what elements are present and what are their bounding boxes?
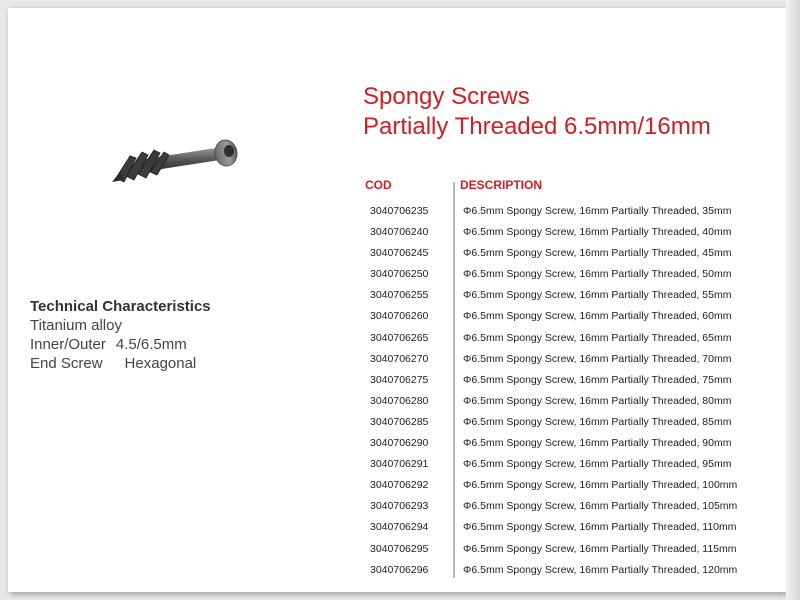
row-code: 3040706291 <box>370 458 429 471</box>
table-row <box>0 242 780 263</box>
header-description: DESCRIPTION <box>460 178 543 192</box>
row-description: Φ6.5mm Spongy Screw, 16mm Partially Threaded, 105mm <box>463 500 738 513</box>
row-description: Φ6.5mm Spongy Screw, 16mm Partially Threaded, 60mm <box>463 310 732 323</box>
row-description: Φ6.5mm Spongy Screw, 16mm Partially Threaded, 115mm <box>463 542 737 555</box>
table-row <box>0 348 780 369</box>
product-table <box>0 200 780 580</box>
inner-outer-value: 4.5/6.5mm <box>115 336 187 353</box>
row-description: Φ6.5mm Spongy Screw, 16mm Partially Threaded, 90mm <box>463 437 732 450</box>
row-code: 3040706280 <box>370 394 429 407</box>
end-screw-value: Hexagonal <box>124 355 197 372</box>
table-row <box>0 327 780 348</box>
header-cod: COD <box>365 178 392 192</box>
end-screw-label: End Screw <box>30 355 103 372</box>
row-code: 3040706265 <box>370 331 429 344</box>
row-code: 3040706293 <box>370 500 429 513</box>
row-description: Φ6.5mm Spongy Screw, 16mm Partially Threaded, 100mm <box>463 479 738 492</box>
row-description: Φ6.5mm Spongy Screw, 16mm Partially Threaded, 45mm <box>463 247 732 260</box>
inner-outer-label: Inner/Outer <box>30 336 106 353</box>
row-description: Φ6.5mm Spongy Screw, 16mm Partially Threaded, 35mm <box>463 205 732 217</box>
table-row <box>0 516 780 537</box>
row-code: 3040706290 <box>370 437 429 450</box>
row-code: 3040706240 <box>370 226 429 239</box>
product-title <box>363 82 711 142</box>
table-row <box>0 200 780 221</box>
row-code: 3040706285 <box>370 415 429 428</box>
screw-icon <box>108 138 248 193</box>
table-row <box>0 495 780 516</box>
row-code: 3040706295 <box>370 542 429 555</box>
row-description: Φ6.5mm Spongy Screw, 16mm Partially Threaded, 120mm <box>463 563 738 576</box>
row-code: 3040706245 <box>370 247 429 260</box>
table-row <box>0 221 780 242</box>
table-row <box>0 453 780 474</box>
row-description: Φ6.5mm Spongy Screw, 16mm Partially Threaded, 50mm <box>463 268 732 281</box>
row-code: 3040706275 <box>370 373 429 386</box>
table-row <box>0 263 780 284</box>
page-edge-shadow <box>786 0 800 600</box>
row-code: 3040706292 <box>370 479 429 492</box>
row-description: Φ6.5mm Spongy Screw, 16mm Partially Threaded, 70mm <box>463 352 732 365</box>
row-code: 3040706294 <box>370 521 429 534</box>
tech-material: Titanium alloy <box>30 317 122 334</box>
row-code: 3040706235 <box>370 205 429 217</box>
row-description: Φ6.5mm Spongy Screw, 16mm Partially Threaded, 55mm <box>463 289 732 302</box>
row-description: Φ6.5mm Spongy Screw, 16mm Partially Threaded, 80mm <box>463 394 732 407</box>
row-code: 3040706250 <box>370 268 429 281</box>
row-description: Φ6.5mm Spongy Screw, 16mm Partially Threaded, 110mm <box>463 521 737 534</box>
row-description: Φ6.5mm Spongy Screw, 16mm Partially Threaded, 40mm <box>463 226 732 239</box>
row-code: 3040706296 <box>370 563 429 576</box>
row-description: Φ6.5mm Spongy Screw, 16mm Partially Threaded, 85mm <box>463 415 732 428</box>
table-row <box>0 390 780 411</box>
table-row <box>0 474 780 495</box>
table-row <box>0 538 780 559</box>
title-line-1: Spongy Screws <box>363 83 530 110</box>
row-code: 3040706260 <box>370 310 429 323</box>
table-row <box>0 432 780 453</box>
table-row <box>0 369 780 390</box>
table-row <box>0 305 780 326</box>
table-row <box>0 411 780 432</box>
table-row <box>0 559 780 580</box>
tech-heading: Technical Characteristics <box>30 298 211 315</box>
row-description: Φ6.5mm Spongy Screw, 16mm Partially Threaded, 75mm <box>463 373 732 386</box>
table-row <box>0 284 780 305</box>
row-description: Φ6.5mm Spongy Screw, 16mm Partially Threaded, 65mm <box>463 331 732 344</box>
row-code: 3040706270 <box>370 352 429 365</box>
row-description: Φ6.5mm Spongy Screw, 16mm Partially Threaded, 95mm <box>463 458 732 471</box>
row-code: 3040706255 <box>370 289 429 302</box>
title-line-2: Partially Threaded 6.5mm/16mm <box>363 113 711 140</box>
